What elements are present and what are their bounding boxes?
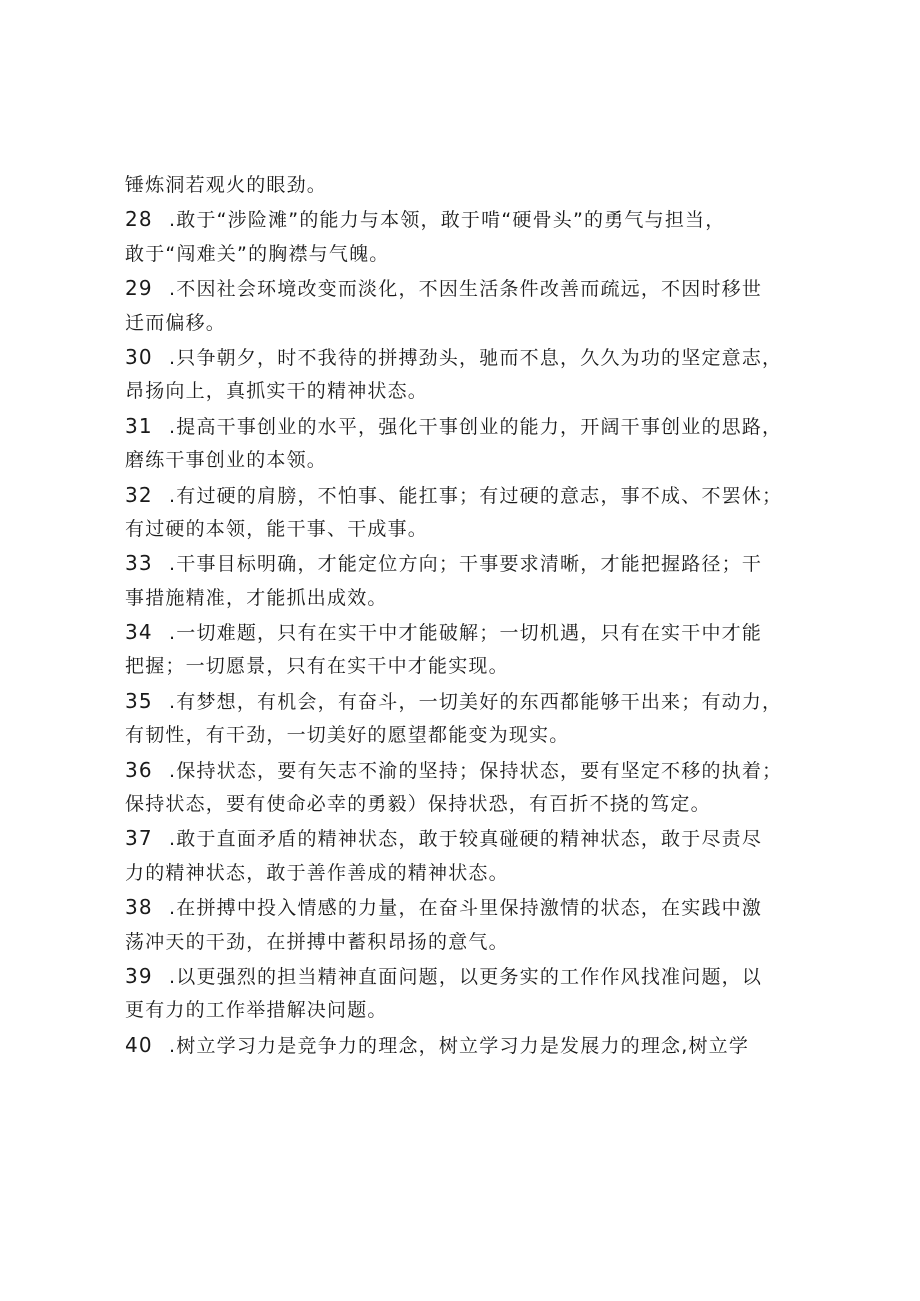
text-line: [125, 237, 825, 271]
text-line: [125, 581, 825, 615]
line-text: .一切难题，只有在实干中才能破解；一切机遇，只有在实干中才能: [169, 622, 763, 645]
document-page: [125, 168, 825, 1062]
line-text: 力的精神状态，敢于善作善成的精神状态。: [125, 861, 509, 884]
item-number: 34: [125, 620, 153, 645]
line-text: .树立学习力是竞争力的理念，树立学习力是发展力的理念,树立学: [169, 1034, 750, 1057]
text-line: [125, 546, 825, 580]
line-text: 迁而偏移。: [125, 311, 227, 334]
line-text: 敢于“闯难关”的胸襟与气魄。: [125, 242, 390, 265]
line-text: 昂扬向上，真抓实干的精神状态。: [125, 380, 429, 403]
text-line: [125, 925, 825, 959]
text-line: [125, 718, 825, 752]
text-line: [125, 512, 825, 546]
line-text: .不因社会环境改变而淡化，不因生活条件改善而疏远，不因时移世: [169, 278, 763, 301]
item-number: 29: [125, 276, 153, 301]
line-text: .提高干事创业的水平，强化干事创业的能力，开阔干事创业的思路，: [169, 415, 783, 438]
text-line: [125, 649, 825, 683]
item-number: 28: [125, 207, 153, 232]
item-number: 30: [125, 344, 153, 369]
text-line: [125, 684, 825, 718]
text-line: [125, 959, 825, 993]
text-line: [125, 271, 825, 305]
line-text: 事措施精准，才能抓出成效。: [125, 586, 388, 609]
text-line: [125, 374, 825, 408]
text-line: [125, 340, 825, 374]
text-line: [125, 409, 825, 443]
item-number: 31: [125, 413, 153, 438]
line-text: 荡冲天的干劲，在拼搏中蓄积昂扬的意气。: [125, 930, 509, 953]
line-text: 锤炼洞若观火的眼劲。: [125, 174, 328, 196]
item-number: 40: [125, 1032, 153, 1057]
line-text: 有韧性，有干劲，一切美好的愿望都能变为现实。: [125, 724, 570, 747]
text-line: [125, 753, 825, 787]
line-text: .在拼搏中投入情感的力量，在奋斗里保持激情的状态，在实践中激: [169, 897, 763, 920]
text-line: [125, 821, 825, 855]
text-line: [125, 993, 825, 1027]
text-line: [125, 856, 825, 890]
line-text: .以更强烈的担当精神直面问题，以更务实的工作作风找准问题，以: [169, 965, 763, 988]
line-text: 保持状态，要有使命必幸的勇毅）保持状恐，有百折不挠的笃定。: [125, 793, 711, 816]
item-number: 36: [125, 757, 153, 782]
text-line: [125, 168, 825, 202]
line-text: .干事目标明确，才能定位方向；干事要求清晰，才能把握路径；干: [169, 553, 763, 576]
line-text: 更有力的工作举措解决问题。: [125, 999, 388, 1022]
text-line: [125, 306, 825, 340]
text-line: [125, 1028, 825, 1062]
item-number: 39: [125, 963, 153, 988]
item-number: 35: [125, 688, 153, 713]
line-text: .保持状态，要有矢志不渝的坚持；保持状态，要有坚定不移的执着；: [169, 759, 783, 782]
text-line: [125, 202, 825, 236]
text-line: [125, 443, 825, 477]
text-line: [125, 890, 825, 924]
line-text: .只争朝夕，时不我待的拼搏劲头，驰而不息，久久为功的坚定意志，: [169, 346, 783, 369]
item-number: 32: [125, 482, 153, 507]
line-text: .有梦想，有机会，有奋斗，一切美好的东西都能够干出来；有动力，: [169, 690, 783, 713]
line-text: 把握；一切愿景，只有在实干中才能实现。: [125, 655, 509, 678]
line-text: .敢于直面矛盾的精神状态，敢于较真碰硬的精神状态，敢于尽责尽: [169, 828, 763, 851]
text-line: [125, 478, 825, 512]
line-text: 磨练干事创业的本领。: [125, 449, 328, 472]
line-text: .敢于“涉险滩”的能力与本领，敢于啃“硬骨头”的勇气与担当，: [169, 209, 726, 232]
item-number: 38: [125, 895, 153, 920]
item-number: 37: [125, 826, 153, 851]
line-text: 有过硬的本领，能干事、干成事。: [125, 517, 429, 540]
line-text: .有过硬的肩膀，不怕事、能扛事；有过硬的意志，事不成、不罢休；: [169, 484, 783, 507]
item-number: 33: [125, 551, 153, 576]
text-line: [125, 787, 825, 821]
text-line: [125, 615, 825, 649]
